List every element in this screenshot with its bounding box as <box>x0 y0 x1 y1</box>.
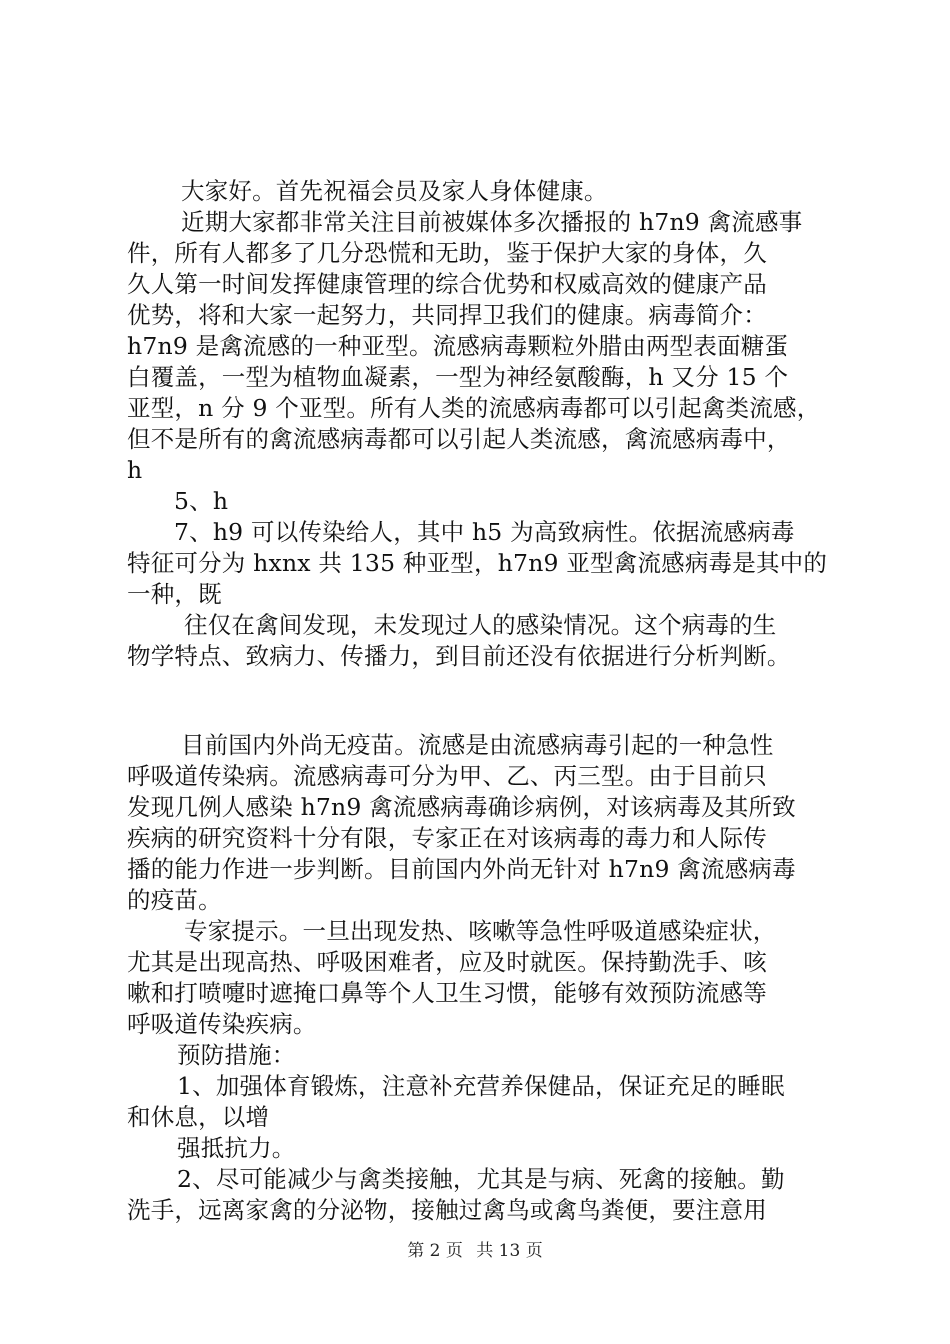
text-line: 目前国内外尚无疫苗。流感是由流感病毒引起的一种急性 <box>181 731 774 759</box>
text-line: 嗽和打喷嚏时遮掩口鼻等个人卫生习惯，能够有效预防流感等 <box>127 979 767 1007</box>
text-line: 发现几例人感染 h7n9 禽流感病毒确诊病例，对该病毒及其所致 <box>127 793 796 821</box>
text-line: 播的能力作进一步判断。目前国内外尚无针对 h7n9 禽流感病毒 <box>127 855 796 883</box>
text-line: 洗手，远离家禽的分泌物，接触过禽鸟或禽鸟粪便，要注意用 <box>127 1196 767 1224</box>
text-line: 疾病的研究资料十分有限，专家正在对该病毒的毒力和人际传 <box>127 824 767 852</box>
text-line: h7n9 是禽流感的一种亚型。流感病毒颗粒外腊由两型表面糖蛋 <box>127 332 789 360</box>
blank-line <box>127 672 833 730</box>
text-line: 大家好。首先祝福会员及家人身体健康。 <box>181 177 608 205</box>
text-line: 白覆盖，一型为植物血凝素，一型为神经氨酸酶，h 又分 15 个 <box>127 363 789 391</box>
text-line: 特征可分为 hxnx 共 135 种亚型，h7n9 亚型禽流感病毒是其中的 <box>127 549 828 577</box>
text-line: 物学特点、致病力、传播力，到目前还没有依据进行分析判断。 <box>127 642 791 670</box>
text-line: 2、尽可能减少与禽类接触，尤其是与病、死禽的接触。勤 <box>177 1165 785 1193</box>
text-line: 强抵抗力。 <box>177 1134 296 1162</box>
text-line: 但不是所有的禽流感病毒都可以引起人类流感，禽流感病毒中， <box>127 425 791 453</box>
text-line: 预防措施： <box>177 1041 296 1069</box>
text-line: 和休息，以增 <box>127 1103 270 1131</box>
page-total: 共 13 页 <box>476 1241 543 1261</box>
text-line: 久人第一时间发挥健康管理的综合优势和权威高效的健康产品 <box>127 270 767 298</box>
text-line: 近期大家都非常关注目前被媒体多次播报的 h7n9 禽流感事 <box>181 208 803 236</box>
text-line: 呼吸道传染疾病。 <box>127 1010 317 1038</box>
text-line: 1、加强体育锻炼，注意补充营养保健品，保证充足的睡眠 <box>177 1072 785 1100</box>
text-line: 7、h9 可以传染给人，其中 h5 为高致病性。依据流感病毒 <box>174 518 795 546</box>
text-line: 一种，既 <box>127 580 222 608</box>
text-line: 件，所有人都多了几分恐慌和无助，鉴于保护大家的身体，久 <box>127 239 767 267</box>
text-line: 的疫苗。 <box>127 886 222 914</box>
document-body <box>127 176 833 1226</box>
text-line: h <box>127 456 143 484</box>
text-line: 呼吸道传染病。流感病毒可分为甲、乙、丙三型。由于目前只 <box>127 762 767 790</box>
text-line: 专家提示。一旦出现发热、咳嗽等急性呼吸道感染症状， <box>184 917 777 945</box>
text-line: 5、h <box>174 487 229 515</box>
page-footer <box>0 1241 950 1261</box>
text-line: 尤其是出现高热、呼吸困难者，应及时就医。保持勤洗手、咳 <box>127 948 767 976</box>
text-line: 亚型，n 分 9 个亚型。所有人类的流感病毒都可以引起禽类流感， <box>127 394 821 422</box>
text-line: 往仅在禽间发现，未发现过人的感染情况。这个病毒的生 <box>184 611 777 639</box>
page-number: 第 2 页 <box>407 1241 463 1261</box>
text-line: 优势，将和大家一起努力，共同捍卫我们的健康。病毒简介： <box>127 301 767 329</box>
